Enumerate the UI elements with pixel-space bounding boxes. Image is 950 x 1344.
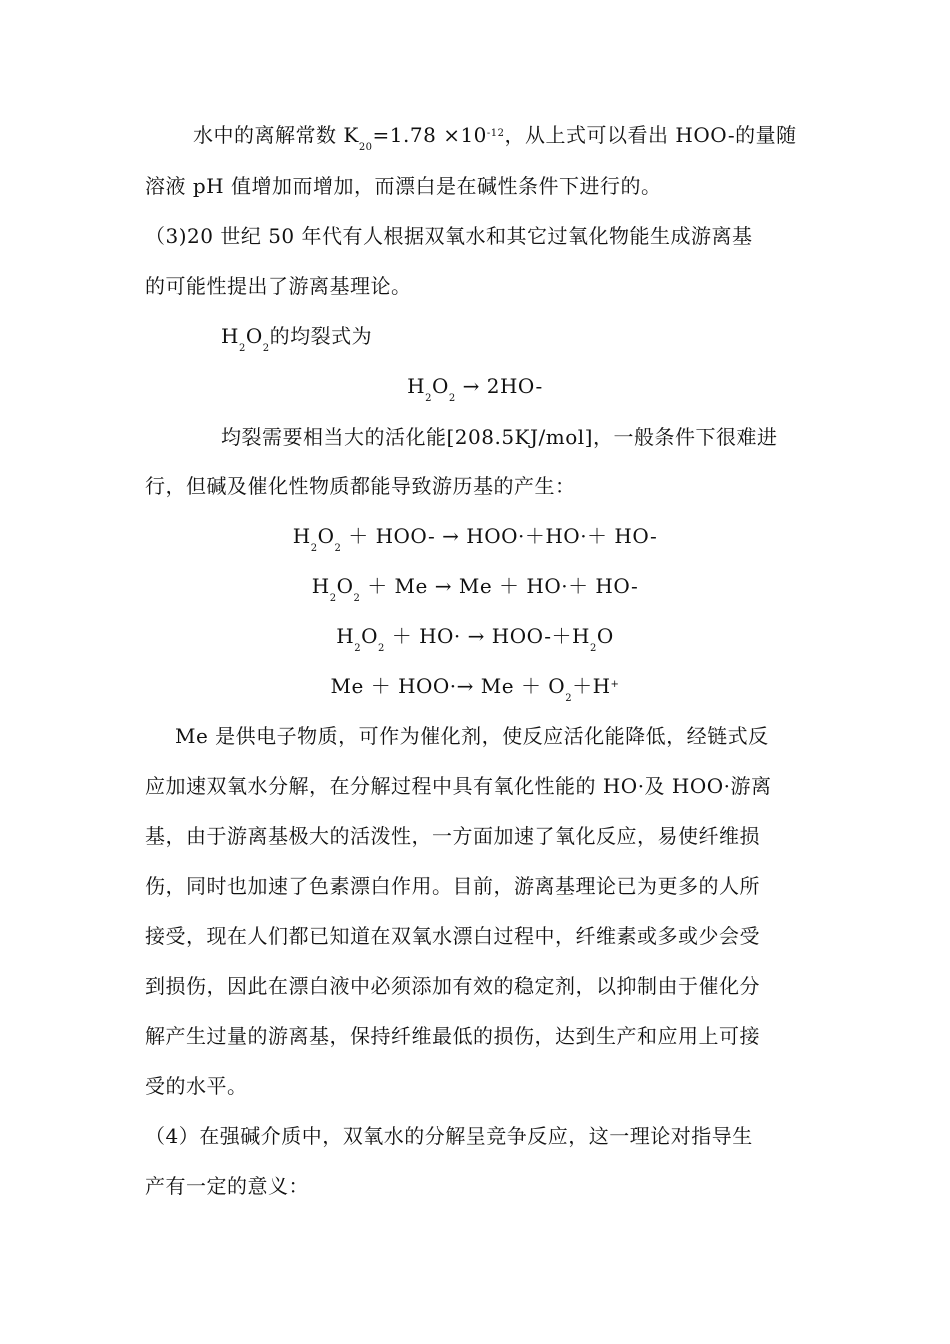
para3-line2: 行，但碱及催化性物质都能导致游历基的产生： [145,474,576,498]
para4-line: 基，由于游离基极大的活泼性，一方面加速了氧化反应，易使纤维损 [145,824,760,848]
para4-line: 伤，同时也加速了色素漂白作用。目前，游离基理论已为更多的人所 [145,874,760,898]
subscript: 2 [329,593,337,604]
subscript: 2 [378,643,385,654]
para3-line1: 均裂需要相当大的活化能[208.5KJ/mol]，一般条件下很难进 [221,425,778,449]
reaction-1 [0,522,950,554]
para2-line1: （3)20 世纪 50 年代有人根据双氧水和其它过氧化物能生成游离基 [145,224,753,248]
text: Me ＋ HOO·→ Me ＋ O [330,674,566,698]
subscript: 2 [310,543,318,554]
subscript: 2 [565,693,573,704]
para4-line: 到损伤，因此在漂白液中必须添加有效的稳定剂，以抑制由于催化分 [145,974,760,998]
para4-line: 应加速双氧水分解，在分解过程中具有氧化性能的 HO·及 HOO·游离 [145,774,772,798]
subscript: 2 [354,643,362,654]
para4-line: 接受，现在人们都已知道在双氧水漂白过程中，纤维素或多或少会受 [145,924,760,948]
reaction-4 [0,672,950,704]
subscript: 2 [262,343,270,354]
subscript: 2 [589,643,597,654]
text: → 2HO- [455,374,543,398]
subscript: 2 [238,343,246,354]
text: ，从上式可以看出 HOO-的量随 [504,123,797,147]
text: ＋H [572,674,611,698]
text: H [292,524,311,548]
text: H [221,324,239,348]
text: O [245,324,263,348]
para4-line: 解产生过量的游离基，保持纤维最低的损伤，达到生产和应用上可接 [145,1024,760,1048]
para1-line1 [193,121,797,153]
reaction-2 [0,572,950,604]
text: H [336,624,355,648]
text: O [361,624,378,648]
subscript: 2 [353,593,361,604]
text: O [432,374,449,398]
para4-line: 受的水平。 [145,1074,248,1098]
text: =1.78 ×10 [372,123,487,147]
text: H [407,374,426,398]
superscript: + [610,679,620,690]
text: 的均裂式为 [269,324,373,348]
text: ＋ Me → Me ＋ HO·＋ HO- [360,574,639,598]
text: H [311,574,330,598]
para2-line2: 的可能性提出了游离基理论。 [145,274,412,298]
para5-line2: 产有一定的意义： [145,1174,309,1198]
subscript: 2 [425,393,432,404]
homolysis-label [221,322,373,354]
text: O [596,624,614,648]
homolysis-equation [0,372,950,404]
para4-line: Me 是供电子物质，可作为催化剂，使反应活化能降低，经链式反 [175,724,769,748]
text: 水中的离解常数 K [193,123,359,147]
superscript: -12 [486,128,505,139]
para5-line1: （4）在强碱介质中，双氧水的分解呈竞争反应，这一理论对指导生 [145,1124,753,1148]
text: ＋ HO· → HOO-＋H [384,624,590,648]
subscript: 2 [448,393,456,404]
para1-line2: 溶液 pH 值增加而增加，而漂白是在碱性条件下进行的。 [145,174,662,198]
text: ＋ HOO- → HOO·＋HO·＋ HO- [341,524,658,548]
text: O [317,524,335,548]
text: O [336,574,354,598]
subscript: 2 [334,543,342,554]
reaction-3 [0,622,950,654]
subscript: 20 [358,142,373,153]
